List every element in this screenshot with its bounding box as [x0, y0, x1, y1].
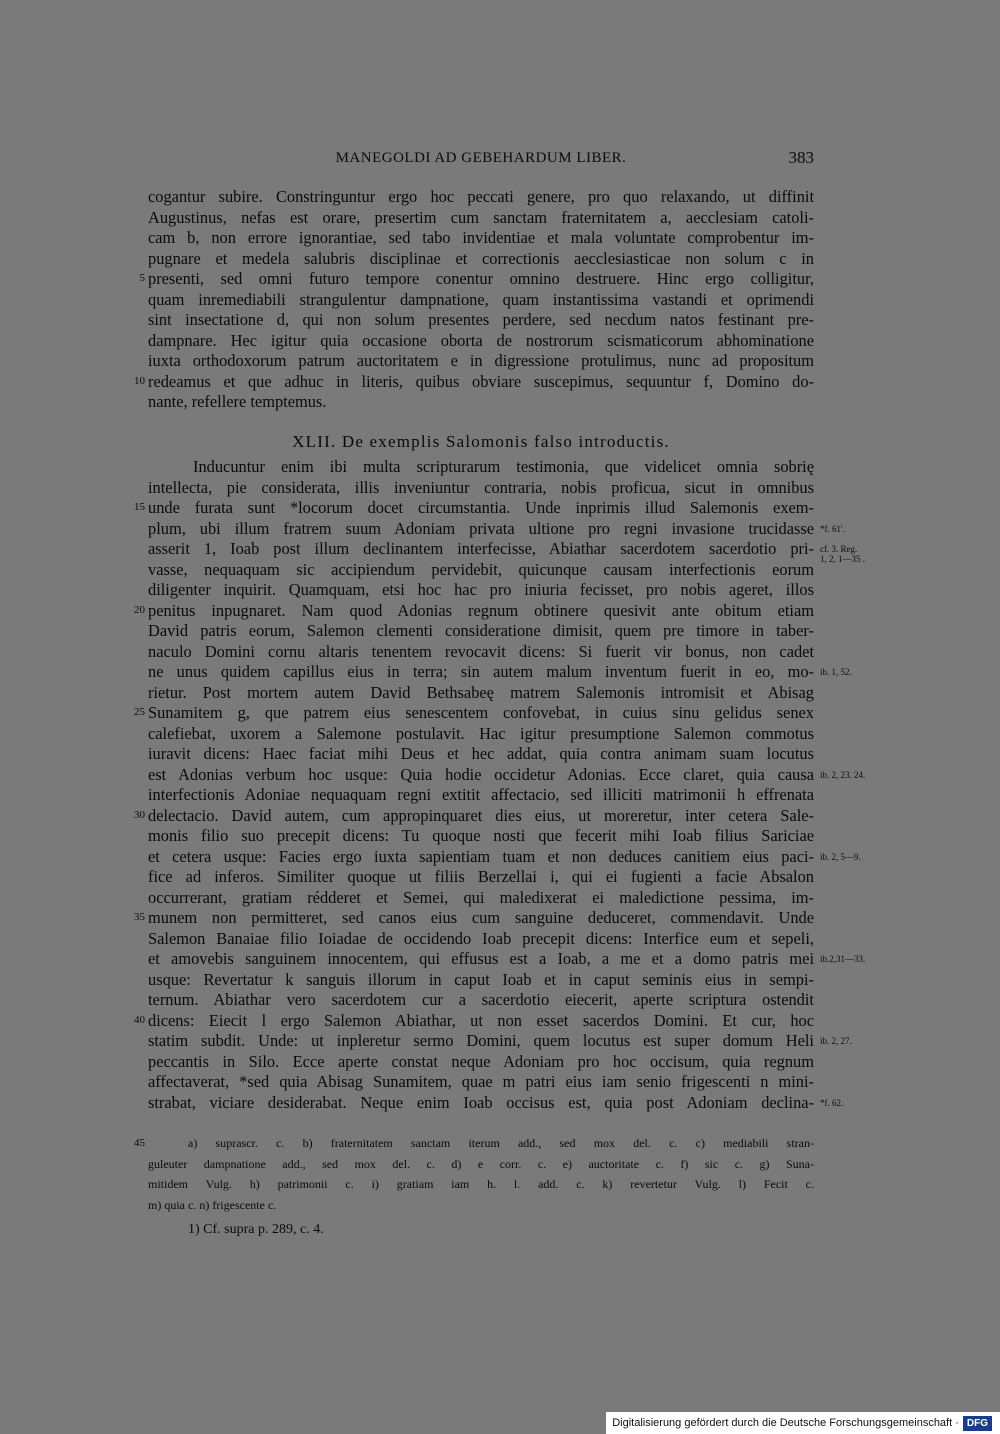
text-line: pugnare et medela salubris disciplinae et correctionis aecclesiasticae non solum c in [148, 248, 814, 268]
line-number: 5 [139, 272, 145, 284]
text-line: et cetera usque: Facies ergo iuxta sapientiam tuam et non deduces canitiem eius paci- [148, 846, 814, 866]
margin-reference: *f. 62. [820, 1097, 844, 1108]
text-line: delectacio. David autem, cum appropinquaret dies eius, ut moreretur, inter cetera Sale- [148, 805, 814, 825]
margin-reference: 1, 2, 1—35 . [820, 554, 865, 565]
chapter-heading: XLII. De exemplis Salomonis falso introductis. [292, 432, 670, 451]
margin-reference: ib. 2, 5—9. [820, 851, 861, 862]
dfg-logo: DFG [963, 1416, 992, 1431]
text-line: affectaverat, *sed quia Abisag Sunamitem, quae m patri eius iam senio frigescenti n mini- [148, 1072, 814, 1091]
text-line: rietur. Post mortem autem David Bethsabeę matrem Salemonis intromisit et Abisag [148, 682, 814, 702]
text-line: Sunamitem g, que patrem eius senescentem confovebat, in cuius sinu gelidus senex [148, 703, 814, 722]
text-line: plum, ubi illum fratrem suum Adoniam privata ultione pro regni invasione trucidasse [148, 518, 814, 538]
line-number: 20 [134, 603, 145, 616]
dfg-footer [606, 1412, 1000, 1434]
text-line: et amovebis sanguinem innocentem, qui effusus est a Ioab, a me et a domo patris mei [148, 949, 814, 968]
text-line: dampnare. Hec igitur quia occasione oborta de nostrorum scismaticorum abhominatione [148, 330, 814, 350]
margin-reference: cf. 3. Reg. [820, 544, 858, 554]
footnote-line: mitidem Vulg. h) patrimonii c. i) gratiam iam h. l. add. c. k) revertetur Vulg. l) Fecit c. [148, 1177, 814, 1191]
text-line: unde furata sunt *locorum docet circumstantia. Unde inprimis illud Salemonis exem- [148, 498, 814, 517]
running-title: MANEGOLDI AD GEBEHARDUM LIBER. [335, 150, 627, 166]
margin-reference: *f. 61'. [820, 523, 845, 534]
text-line: occurrerant, gratiam rédderet et Semei, qui maledixerat ei maledictione pessima, im- [148, 887, 814, 907]
margin-reference: ib. 2, 23. 24. [820, 769, 866, 780]
text-line: interfectionis Adoniae nequaquam regni extitit affectacio, sed illiciti matrimonii h effrenata [148, 785, 814, 804]
page-number: 383 [788, 148, 814, 167]
text-line: nante, refellere temptemus. [148, 392, 327, 411]
text-line: cogantur subire. Constringuntur ergo hoc peccati genere, pro quo relaxando, ut diffinit [148, 187, 814, 206]
text-line: Inducuntur enim ibi multa scripturarum testimonia, que videlicet omnia sobrię [193, 457, 814, 476]
text-line: sint insectatione d, qui non solum presentes perdere, sed necdum natos festinant pre- [148, 310, 814, 329]
text-line: intellecta, pie considerata, illis inveniuntur contraria, nobis proficua, sicut in omnibus [148, 477, 814, 497]
line-number: 25 [134, 706, 145, 718]
line-number: 40 [134, 1013, 145, 1026]
text-line: dicens: Eiecit l ergo Salemon Abiathar, ut non esset sacerdos Domini. Et cur, hoc [148, 1010, 814, 1030]
footnote-line: m) quia c. n) frigescente c. [148, 1197, 277, 1212]
text-line: quam inremediabili strangulentur dampnatione, quam instantissima vastandi et oprimendi [148, 289, 814, 309]
text-line: diligenter inquirit. Quamquam, etsi hoc hac pro iniuria fecisset, pro nobis ageret, illos [148, 580, 814, 599]
text-line: peccantis in Silo. Ecce aperte constat neque Adoniam pro hoc occisum, quia regnum [148, 1051, 814, 1071]
text-line: strabat, viciare desiderabat. Neque enim Ioab occisus est, quia post Adoniam declina- [148, 1092, 814, 1112]
text-line: vasse, nequaquam sic accipiendum pervidebit, quicunque causam interfectionis eorum [148, 559, 814, 579]
footer-text: Digitalisierung gefördert durch die Deutsche Forschungsgemeinschaft · [612, 1417, 959, 1429]
text-line: fice ad inferos. Similiter quoque ut filiis Berzellai i, qui ei fugienti a facie Absalon [148, 867, 814, 886]
text-line: munem non permitteret, sed canos eius cum sanguine deduceret, commendavit. Unde [148, 908, 814, 927]
text-line: Salemon Banaiae filio Ioiadae de occidendo Ioab precepit dicens: Interfice eum et sepeli, [148, 928, 814, 948]
text-line: asserit 1, Ioab post illum declinantem interfecisse, Abiathar sacerdotem sacerdotio pri- [148, 539, 814, 558]
margin-reference: ib. 2, 27. [820, 1036, 852, 1046]
text-line: calefiebat, uxorem a Salemone postulavit. Hac igitur presumptione Salemon commotus [148, 723, 814, 743]
text-line: monis filio suo precepit dicens: Tu quoque nosti que fecerit mihi Ioab filius Sariciae [148, 826, 814, 845]
text-line: Augustinus, nefas est orare, presertim cum sanctam fraternitatem a, aecclesiam catoli- [148, 207, 814, 227]
running-header [148, 150, 814, 172]
line-number: 30 [134, 808, 145, 821]
text-line: statim subdit. Unde: ut inpleretur sermo Domini, quem locutus est super domum Heli [148, 1031, 814, 1050]
text-line: naculo Domini cornu altaris tenentem revocavit dicens: Si fuerit vir bonus, non cadet [148, 641, 814, 661]
footnote-line: guleuter dampnatione add., sed mox del. c. d) e corr. c. e) auctoritate c. f) sic c. g) Suna- [148, 1156, 814, 1171]
text-line: cam b, non errore ignorantiae, sed tabo invidentiae et mala voluntate comprobentur im- [148, 228, 814, 247]
line-number: 10 [134, 374, 145, 387]
text-line: redeamus et que adhuc in literis, quibus obviare suscepimus, sequuntur f, Domino do- [148, 371, 814, 391]
text-line: ne unus quidem capillus eius in terra; sin autem malum inventum fuerit in eo, mo- [148, 662, 814, 681]
text-line: ternum. Abiathar vero sacerdotem cur a sacerdotio eiecerit, aperte scriptura ostendit [148, 990, 814, 1009]
reference-note: 1) Cf. supra p. 289, c. 4. [188, 1222, 324, 1237]
line-number: 35 [134, 911, 145, 923]
footnote-line-number: 45 [134, 1137, 145, 1149]
text-line: usque: Revertatur k sanguis illorum in caput Ioab et in caput seminis eius in sempi- [148, 969, 814, 989]
text-line: presenti, sed omni futuro tempore conentur omnino destruere. Hinc ergo colligitur, [148, 269, 814, 288]
text-line: iuxta orthodoxorum patrum auctoritatem e in digressione protulimus, nunc ad propositum [148, 351, 814, 370]
text-line: est Adonias verbum hoc usque: Quia hodie occidetur Adonias. Ecce claret, quia causa [148, 764, 814, 784]
footnote-line: a) suprascr. c. b) fraternitatem sanctam iterum add., sed mox del. c. c) mediabili stran- [188, 1136, 814, 1150]
margin-reference: ib.2,31—33. [820, 954, 866, 964]
margin-reference: ib. 1, 52. [820, 667, 852, 677]
text-line: David patris eorum, Salemon clementi consideratione dimisit, quem pre timore in taber- [148, 621, 814, 640]
line-number: 15 [134, 501, 145, 513]
text-line: iuravit dicens: Haec faciat mihi Deus et hec addat, quia contra animam suam locutus [148, 744, 814, 763]
text-line: penitus inpugnaret. Nam quod Adonias regnum obtinere quesivit ante obitum etiam [148, 600, 814, 620]
